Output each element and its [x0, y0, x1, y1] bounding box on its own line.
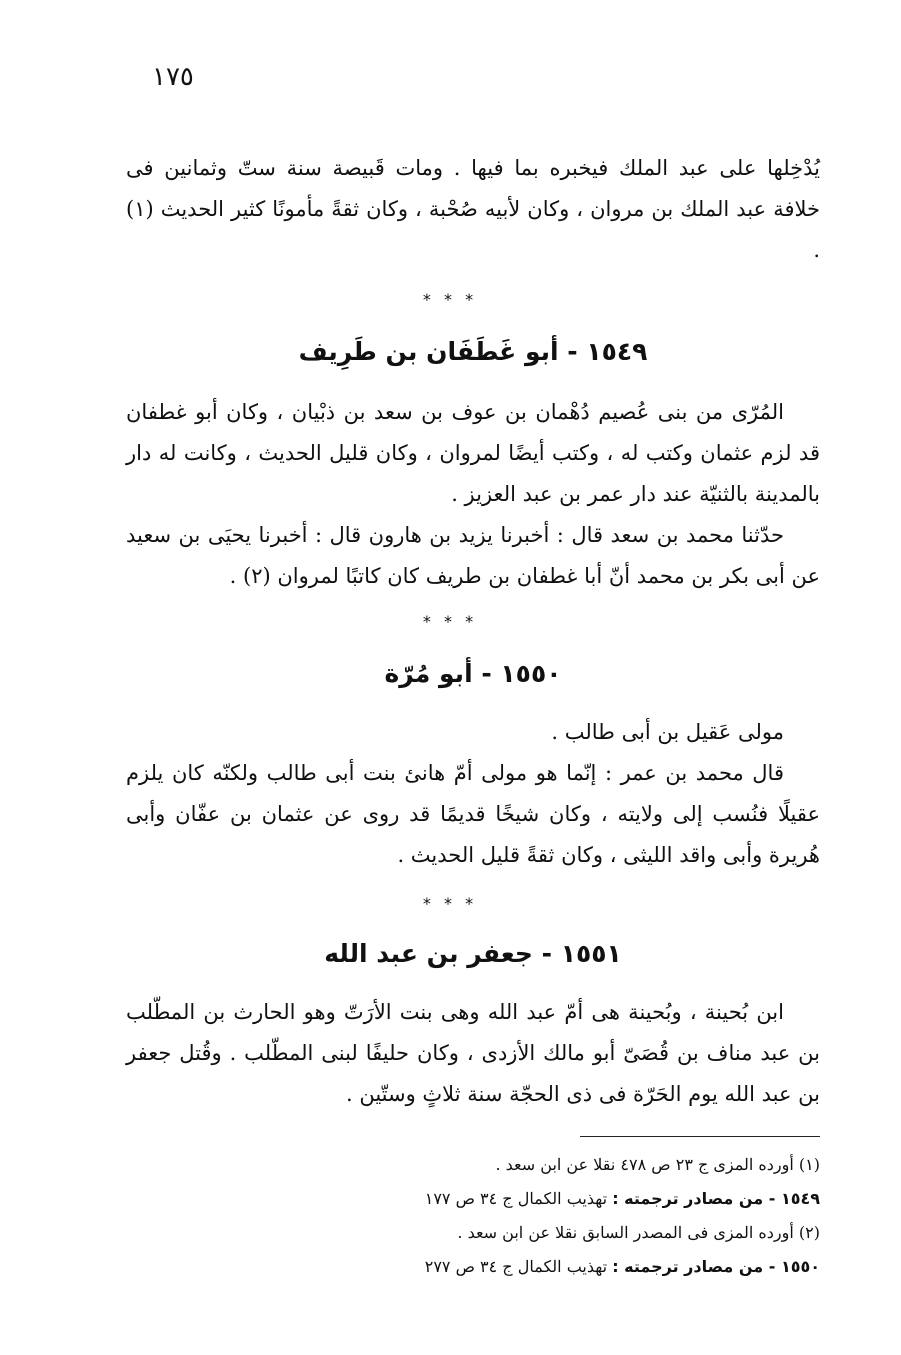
entry-paragraph: المُرّى من بنى عُصيم دُهْمان بن عوف بن سعد بن ذبْيان ، وكان أبو غطفان قد لزم عثمان وكتب له ، وكتب أيضًا لمروان ، وكان قليل الحديث ، وكانت له دار بالمدينة بالثنيّة عند دار عمر بن عبد العزيز .	[126, 400, 820, 506]
footnotes	[180, 1148, 820, 1284]
section-separator: * * *	[422, 894, 478, 913]
footnote-line	[180, 1216, 820, 1250]
footnote-text: (١) أورده المزى ج ٢٣ ص ٤٧٨ نقلا عن ابن سعد .	[495, 1155, 820, 1174]
footnote-text: تهذيب الكمال ج ٣٤ ص ٢٧٧	[424, 1257, 613, 1276]
entry-paragraph: ابن بُحينة ، وبُحينة هى أمّ عبد الله وهى بنت الأرَتّ وهو الحارث بن المطّلب بن عبد مناف بن قُصَىّ أبو مالك الأزدى ، وكان حليفًا لبنى المطّلب . وقُتل جعفر بن عبد الله يوم الحَرّة فى ذى الحجّة سنة ثلاثٍ وستّين .	[126, 1000, 820, 1106]
section-separator: * * *	[422, 612, 478, 631]
section-separator: * * *	[422, 290, 478, 309]
intro-text: يُدْخِلها على عبد الملك فيخبره بما فيها . ومات قَبيصة سنة ستّ وثمانين فى خلافة عبد الملك بن مروان ، وكان لأبيه صُحْبة ، وكان ثقةً مأمونًا كثير الحديث (١) .	[126, 156, 820, 262]
entry-paragraph: قال محمد بن عمر : إنّما هو مولى أمّ هانئ بنت أبى طالب ولكنّه كان يلزم عقيلًا فنُسب إلى ولايته ، وكان شيخًا قديمًا قد روى عن عثمان بن عفّان وأبى هُريرة وأبى واقد الليثى ، وكان ثقةً قليل الحديث .	[126, 761, 820, 867]
footnote-label: ١٥٥٠ - من مصادر ترجمته :	[612, 1257, 820, 1276]
page-number: ١٧٥	[152, 62, 194, 92]
entry-body-1550	[126, 712, 820, 876]
intro-paragraph	[126, 148, 820, 271]
entry-body-1549	[126, 392, 820, 597]
footnote-text: تهذيب الكمال ج ٣٤ ص ١٧٧	[424, 1189, 613, 1208]
entry-heading-1549: ١٥٤٩ - أبو غَطَفَان بن طَرِيف	[298, 337, 648, 366]
entry-heading-1551: ١٥٥١ - جعفر بن عبد الله	[324, 939, 622, 968]
entry-body-1551	[126, 992, 820, 1115]
footnote-text: (٢) أورده المزى فى المصدر السابق نقلا عن ابن سعد .	[457, 1223, 820, 1242]
entry-heading-1550: ١٥٥٠ - أبو مُرّة	[384, 659, 562, 688]
footnote-line	[180, 1148, 820, 1182]
entry-paragraph: حدّثنا محمد بن سعد قال : أخبرنا يزيد بن هارون قال : أخبرنا يحيَى بن سعيد عن أبى بكر بن محمد أنّ أبا غطفان بن طريف كان كاتبًا لمروان (٢) .	[126, 523, 820, 588]
footnote-line	[180, 1182, 820, 1216]
footnote-label: ١٥٤٩ - من مصادر ترجمته :	[612, 1189, 820, 1208]
footnote-line	[180, 1250, 820, 1284]
footnote-divider	[580, 1136, 820, 1137]
entry-paragraph: مولى عَقيل بن أبى طالب .	[551, 720, 784, 744]
